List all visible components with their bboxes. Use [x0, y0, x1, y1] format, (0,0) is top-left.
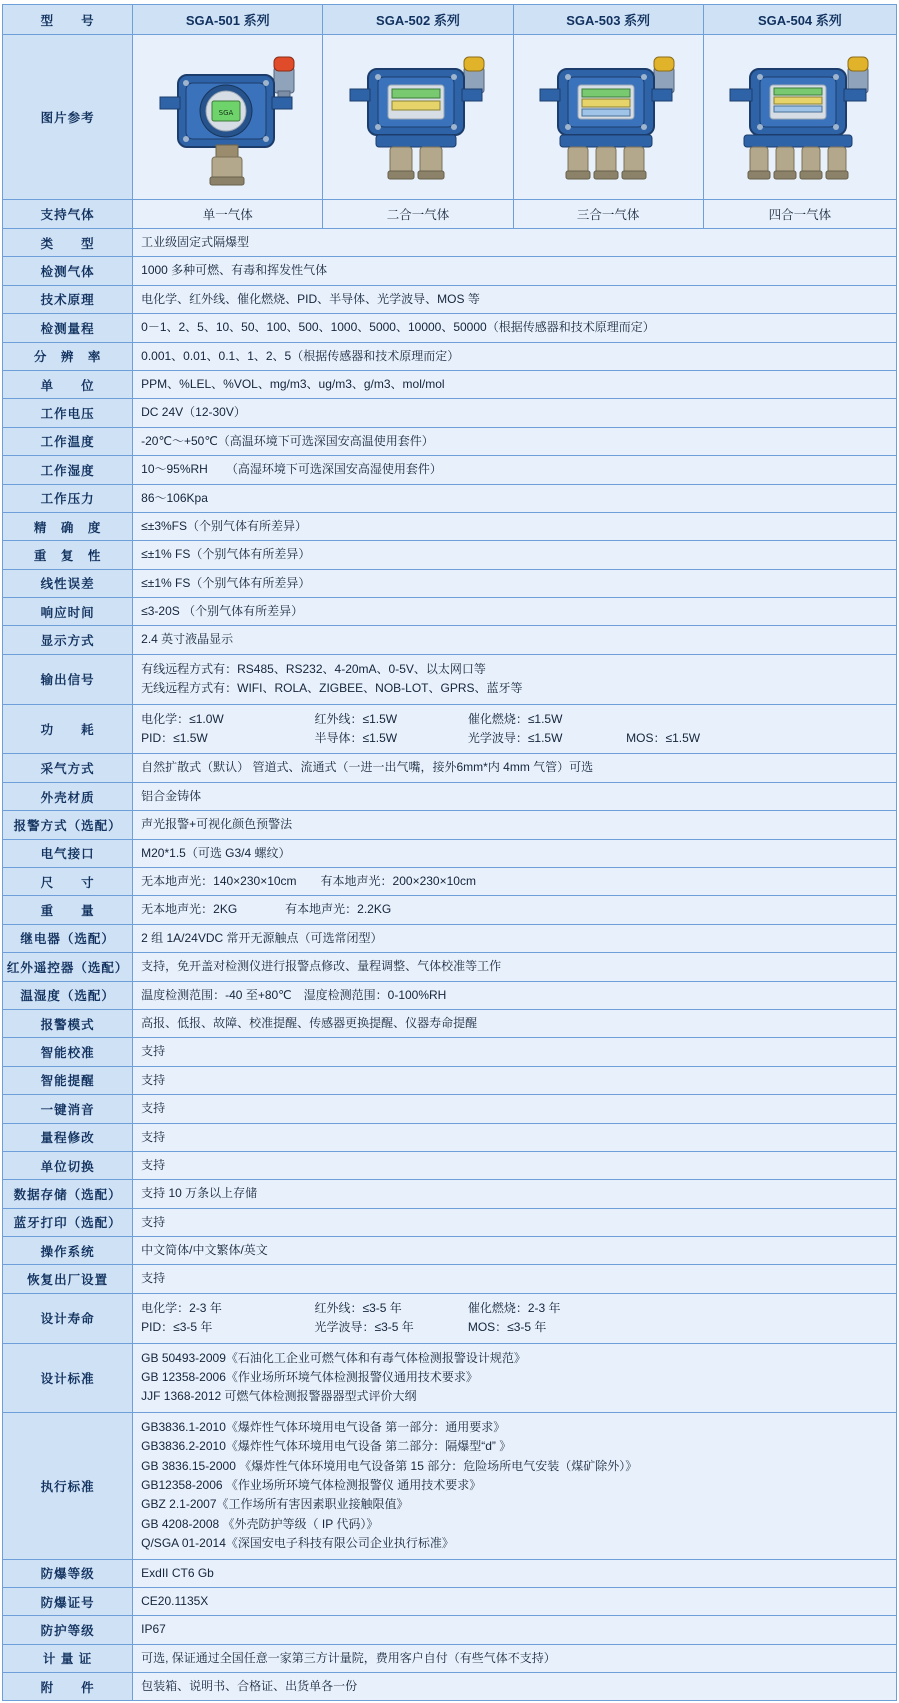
table-row-images — [3, 35, 897, 200]
table-row — [3, 867, 897, 895]
gas-support-2: 二合一气体 — [323, 200, 513, 229]
row-label-design-standard: 设计标准 — [3, 1343, 133, 1412]
row-label-exec-standard: 执行标准 — [3, 1412, 133, 1559]
table-row — [3, 1587, 897, 1615]
life-item: PID：≤3-5 年 — [141, 1320, 213, 1335]
row-value: 0－1、2、5、10、50、100、500、1000、5000、10000、50000（根据传感器和技术原理而定） — [133, 314, 897, 342]
row-value: 工业级固定式隔爆型 — [133, 229, 897, 257]
row-value: PPM、%LEL、%VOL、mg/m3、ug/m3、g/m3、mol/mol — [133, 370, 897, 398]
table-row — [3, 484, 897, 512]
table-row — [3, 1673, 897, 1701]
row-value: 支持 — [133, 1265, 897, 1293]
row-value: 自然扩散式（默认） 管道式、流通式（一进一出气嘴，接外6mm*内 4mm 气管）可选 — [133, 754, 897, 782]
row-label: 恢复出厂设置 — [3, 1265, 133, 1293]
row-label: 检测气体 — [3, 257, 133, 285]
table-row — [3, 314, 897, 342]
model-cell-3: SGA-503 系列 — [513, 5, 703, 35]
svg-text:SGA: SGA — [218, 109, 234, 117]
specification-table — [2, 4, 897, 1701]
table-row — [3, 1237, 897, 1265]
table-row — [3, 782, 897, 810]
table-row — [3, 399, 897, 427]
row-label: 单 位 — [3, 370, 133, 398]
table-row — [3, 285, 897, 313]
row-value: IP67 — [133, 1616, 897, 1644]
exec-standard-line: GBZ 2.1-2007《工作场所有害因素职业接触限值》 — [141, 1497, 409, 1512]
row-label: 尺 寸 — [3, 867, 133, 895]
output-line-1: 有线远程方式有：RS485、RS232、4-20mA、0-5V、以太网口等 — [141, 661, 486, 676]
row-label: 量程修改 — [3, 1123, 133, 1151]
row-label-design-life: 设计寿命 — [3, 1293, 133, 1343]
life-item: 催化燃烧：2-3 年 — [467, 1300, 561, 1315]
row-value: 0.001、0.01、0.1、1、2、5（根据传感器和技术原理而定） — [133, 342, 897, 370]
power-item: PID：≤1.5W — [141, 731, 208, 746]
row-value: 支持 — [133, 1038, 897, 1066]
row-label: 分 辨 率 — [3, 342, 133, 370]
power-line-1 — [141, 710, 888, 729]
row-value: 2.4 英寸液晶显示 — [133, 626, 897, 654]
row-label: 线性误差 — [3, 569, 133, 597]
row-label: 温湿度（选配） — [3, 981, 133, 1009]
row-value-output-signal — [133, 654, 897, 704]
life-item: 光学波导：≤3-5 年 — [314, 1320, 414, 1335]
row-value: 无本地声光：2KG 有本地声光：2.2KG — [133, 896, 897, 924]
power-item: 光学波导：≤1.5W — [467, 731, 563, 746]
table-row — [3, 1265, 897, 1293]
row-label: 技术原理 — [3, 285, 133, 313]
row-label: 响应时间 — [3, 598, 133, 626]
row-value: CE20.1135X — [133, 1587, 897, 1615]
table-row — [3, 541, 897, 569]
row-value: 支持 — [133, 1208, 897, 1236]
exec-standard-line: GB 4208-2008 《外壳防护等级（ IP 代码）》 — [141, 1516, 379, 1531]
design-standard-line: GB 50493-2009《石油化工企业可燃气体和有毒气体检测报警设计规范》 — [141, 1350, 526, 1365]
product-image-2 — [323, 35, 513, 200]
table-row — [3, 1559, 897, 1587]
table-row — [3, 1009, 897, 1037]
row-value: 10～95%RH （高湿环境下可选深国安高湿使用套件） — [133, 456, 897, 484]
table-row — [3, 370, 897, 398]
table-row — [3, 1208, 897, 1236]
row-label: 检测量程 — [3, 314, 133, 342]
row-label: 工作压力 — [3, 484, 133, 512]
row-label: 显示方式 — [3, 626, 133, 654]
exec-standard-line: GB 3836.15-2000 《爆炸性气体环境用电气设备第 15 部分：危险场所电气安装（煤矿除外）》 — [141, 1458, 638, 1473]
row-label: 采气方式 — [3, 754, 133, 782]
power-item: 电化学：≤1.0W — [141, 711, 224, 726]
table-row — [3, 839, 897, 867]
table-row — [3, 569, 897, 597]
row-value: ExdII CT6 Gb — [133, 1559, 897, 1587]
row-value: 铝合金铸体 — [133, 782, 897, 810]
row-label: 重 量 — [3, 896, 133, 924]
life-item: 电化学：2-3 年 — [141, 1300, 222, 1315]
row-label: 工作湿度 — [3, 456, 133, 484]
row-label: 数据存储（选配） — [3, 1180, 133, 1208]
table-row — [3, 953, 897, 981]
row-value: 无本地声光：140×230×10cm 有本地声光：200×230×10cm — [133, 867, 897, 895]
table-row — [3, 257, 897, 285]
table-row — [3, 981, 897, 1009]
row-value: 2 组 1A/24VDC 常开无源触点（可选常闭型） — [133, 924, 897, 952]
row-value: 可选, 保证通过全国任意一家第三方计量院，费用客户自付（有些气体不支持） — [133, 1644, 897, 1672]
row-value: 支持 — [133, 1066, 897, 1094]
table-row — [3, 1038, 897, 1066]
table-row — [3, 456, 897, 484]
row-label: 电气接口 — [3, 839, 133, 867]
row-value: ≤3-20S （个别气体有所差异） — [133, 598, 897, 626]
row-label-output-signal: 输出信号 — [3, 654, 133, 704]
table-row — [3, 512, 897, 540]
design-standard-line: JJF 1368-2012 可燃气体检测报警器器型式评价大纲 — [141, 1389, 417, 1404]
gas-support-3: 三合一气体 — [513, 200, 703, 229]
row-value: 支持 — [133, 1123, 897, 1151]
row-value: 支持 10 万条以上存储 — [133, 1180, 897, 1208]
row-value: 声光报警+可视化颜色预警法 — [133, 811, 897, 839]
row-value: 温度检测范围：-40 至+80℃ 湿度检测范围：0-100%RH — [133, 981, 897, 1009]
row-label: 外壳材质 — [3, 782, 133, 810]
row-value: ≤±1% FS（个别气体有所差异） — [133, 541, 897, 569]
table-row — [3, 754, 897, 782]
row-label-model: 型 号 — [3, 5, 133, 35]
table-row-output-signal — [3, 654, 897, 704]
row-value: DC 24V（12-30V） — [133, 399, 897, 427]
row-label-image-reference: 图片参考 — [3, 35, 133, 200]
table-row — [3, 1644, 897, 1672]
gas-support-1: 单一气体 — [133, 200, 323, 229]
row-label: 重 复 性 — [3, 541, 133, 569]
exec-standard-line: GB3836.1-2010《爆炸性气体环境用电气设备 第一部分：通用要求》 — [141, 1419, 506, 1434]
power-item: 半导体：≤1.5W — [314, 731, 398, 746]
row-value: 电化学、红外线、催化燃烧、PID、半导体、光学波导、MOS 等 — [133, 285, 897, 313]
row-label: 工作温度 — [3, 427, 133, 455]
table-row — [3, 1180, 897, 1208]
row-label: 继电器（选配） — [3, 924, 133, 952]
table-row — [3, 1095, 897, 1123]
row-label: 智能校准 — [3, 1038, 133, 1066]
product-image-1 — [133, 35, 323, 200]
exec-standard-line: GB12358-2006 《作业场所环境气体检测报警仪 通用技术要求》 — [141, 1477, 482, 1492]
life-item: 红外线：≤3-5 年 — [314, 1300, 402, 1315]
row-value-power — [133, 704, 897, 754]
row-label: 操作系统 — [3, 1237, 133, 1265]
row-value: 1000 多种可燃、有毒和挥发性气体 — [133, 257, 897, 285]
row-value: M20*1.5（可选 G3/4 螺纹） — [133, 839, 897, 867]
row-label: 精 确 度 — [3, 512, 133, 540]
row-value: 支持，免开盖对检测仪进行报警点修改、量程调整、气体校准等工作 — [133, 953, 897, 981]
row-label: 附 件 — [3, 1673, 133, 1701]
design-standard-line: GB 12358-2006《作业场所环境气体检测报警仪通用技术要求》 — [141, 1370, 478, 1385]
row-label: 报警模式 — [3, 1009, 133, 1037]
table-row — [3, 229, 897, 257]
table-row-design-standard — [3, 1343, 897, 1412]
row-value-exec-standard — [133, 1412, 897, 1559]
model-cell-1: SGA-501 系列 — [133, 5, 323, 35]
power-line-2 — [141, 729, 888, 748]
row-label: 防爆等级 — [3, 1559, 133, 1587]
row-label: 防护等级 — [3, 1616, 133, 1644]
row-label: 报警方式（选配） — [3, 811, 133, 839]
table-row — [3, 811, 897, 839]
table-row — [3, 896, 897, 924]
power-item: 红外线：≤1.5W — [314, 711, 398, 726]
model-cell-2: SGA-502 系列 — [323, 5, 513, 35]
table-row — [3, 598, 897, 626]
row-label: 一键消音 — [3, 1095, 133, 1123]
output-line-2: 无线远程方式有：WIFI、ROLA、ZIGBEE、NOB-LOT、GPRS、蓝牙等 — [141, 681, 523, 696]
product-image-3 — [513, 35, 703, 200]
life-line-2 — [141, 1318, 888, 1337]
row-value: ≤±3%FS（个别气体有所差异） — [133, 512, 897, 540]
row-label: 智能提醒 — [3, 1066, 133, 1094]
row-value: ≤±1% FS（个别气体有所差异） — [133, 569, 897, 597]
row-value: -20℃～+50℃（高温环境下可选深国安高温使用套件） — [133, 427, 897, 455]
row-label: 工作电压 — [3, 399, 133, 427]
row-label: 蓝牙打印（选配） — [3, 1208, 133, 1236]
row-label-gas-support: 支持气体 — [3, 200, 133, 229]
life-item: MOS：≤3-5 年 — [467, 1320, 547, 1335]
table-row — [3, 1151, 897, 1179]
table-row — [3, 1616, 897, 1644]
table-row — [3, 924, 897, 952]
row-value: 高报、低报、故障、校准提醒、传感器更换提醒、仪器寿命提醒 — [133, 1009, 897, 1037]
exec-standard-line: GB3836.2-2010《爆炸性气体环境用电气设备 第二部分：隔爆型“d” 》 — [141, 1439, 512, 1454]
row-label: 单位切换 — [3, 1151, 133, 1179]
row-value: 中文简体/中文繁体/英文 — [133, 1237, 897, 1265]
product-image-4 — [703, 35, 896, 200]
table-row-exec-standard — [3, 1412, 897, 1559]
row-label-power: 功 耗 — [3, 704, 133, 754]
table-row-power — [3, 704, 897, 754]
table-row — [3, 427, 897, 455]
row-value-design-life — [133, 1293, 897, 1343]
row-value: 86～106Kpa — [133, 484, 897, 512]
life-line-1 — [141, 1299, 888, 1318]
row-value: 包装箱、说明书、合格证、出货单各一份 — [133, 1673, 897, 1701]
row-value: 支持 — [133, 1095, 897, 1123]
row-value-design-standard — [133, 1343, 897, 1412]
power-item: MOS：≤1.5W — [626, 731, 701, 746]
row-label: 计 量 证 — [3, 1644, 133, 1672]
model-cell-4: SGA-504 系列 — [703, 5, 896, 35]
gas-support-4: 四合一气体 — [703, 200, 896, 229]
exec-standard-line: Q/SGA 01-2014《深国安电子科技有限公司企业执行标准》 — [141, 1536, 454, 1551]
table-row — [3, 1066, 897, 1094]
power-item: 催化燃烧：≤1.5W — [467, 711, 563, 726]
row-label: 防爆证号 — [3, 1587, 133, 1615]
row-value: 支持 — [133, 1151, 897, 1179]
row-label: 红外遥控器（选配） — [3, 953, 133, 981]
table-row-gas-support — [3, 200, 897, 229]
table-row — [3, 342, 897, 370]
row-label: 类 型 — [3, 229, 133, 257]
table-row-model — [3, 5, 897, 35]
table-row — [3, 1123, 897, 1151]
table-row-design-life — [3, 1293, 897, 1343]
table-row — [3, 626, 897, 654]
